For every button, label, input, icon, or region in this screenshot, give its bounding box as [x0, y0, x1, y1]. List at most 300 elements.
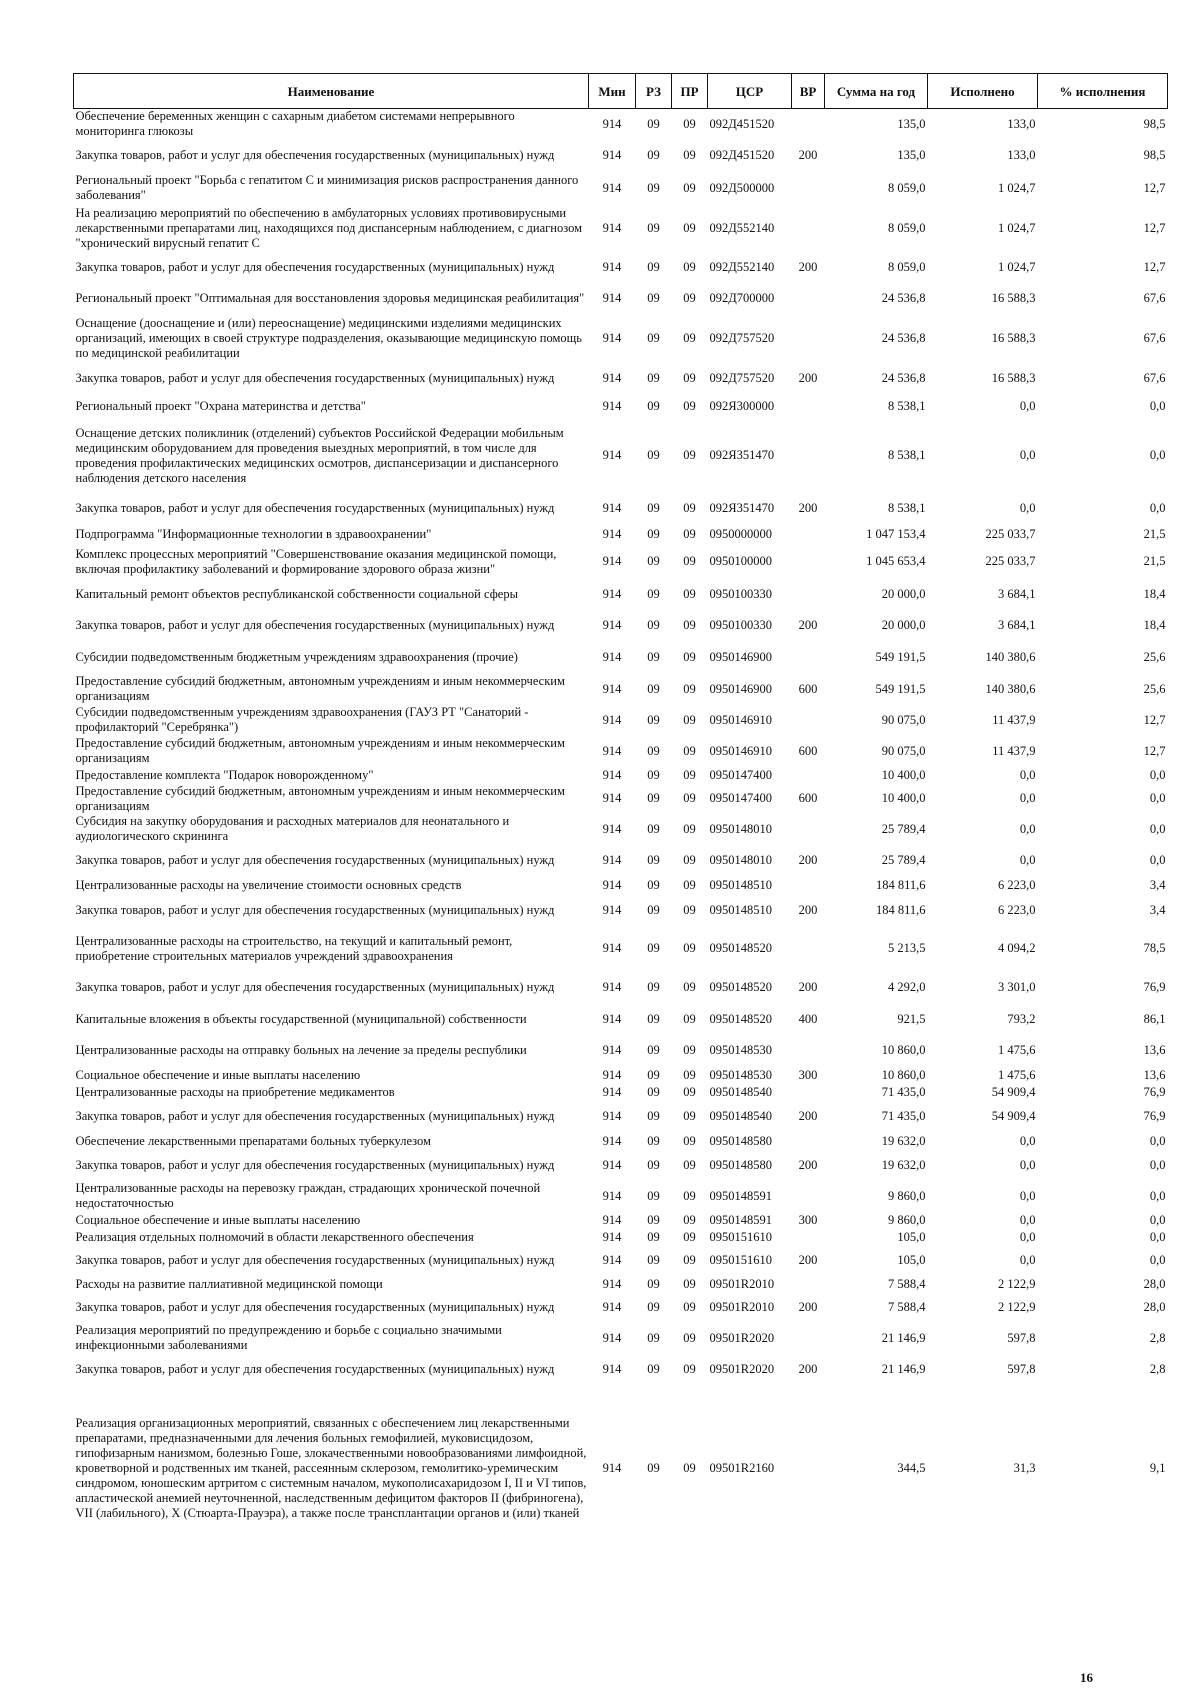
header-vr: ВР [792, 74, 825, 109]
cell-pr: 09 [683, 291, 696, 305]
table-row [74, 1150, 1168, 1181]
cell-pct: 12,7 [1143, 180, 1166, 195]
cell-pr: 09 [683, 370, 696, 385]
cell-pct: 13,6 [1143, 1067, 1166, 1082]
cell-csr: 0950151610 [709, 1229, 772, 1244]
cell-sum: 24 536,8 [881, 370, 926, 385]
cell-csr: 092Я351470 [709, 448, 775, 462]
cell-done: 1 475,6 [998, 1067, 1036, 1082]
cell-name: На реализацию мероприятий по обеспечению в амбулаторных условиях противовирусными лекарственными препаратами лиц, находящихся под диспансерным наблюдением, с диагнозом "хронический вирусный гепатит С [75, 206, 583, 250]
cell-pr: 09 [683, 1133, 696, 1148]
cell-rz: 09 [647, 1133, 660, 1148]
cell-sum: 7 588,4 [888, 1300, 926, 1314]
cell-rz: 09 [647, 1109, 660, 1123]
cell-csr: 09501R2020 [709, 1330, 775, 1345]
cell-name: Централизованные расходы на отправку больных на лечение за пределы республики [75, 1043, 527, 1057]
header-min: Мин [589, 74, 636, 109]
cell-min: 914 [602, 1084, 622, 1099]
cell-pct: 18,4 [1143, 618, 1166, 632]
cell-done: 0,0 [1019, 1253, 1036, 1267]
cell-pr: 09 [683, 1188, 696, 1203]
cell-name: Предоставление субсидий бюджетным, автономным учреждениям и иным некоммерческим организациям [75, 736, 565, 765]
cell-pr: 09 [683, 1109, 696, 1123]
cell-done: 140 380,6 [985, 681, 1036, 696]
cell-vr [792, 579, 825, 610]
cell-min: 914 [602, 877, 622, 892]
cell-rz: 09 [647, 1157, 660, 1172]
cell-done: 3 684,1 [998, 618, 1036, 632]
table-row [74, 1101, 1168, 1133]
cell-csr: 0950146910 [709, 743, 772, 758]
cell-name: Закупка товаров, работ и услуг для обеспечения государственных (муниципальных) нужд [75, 852, 555, 867]
cell-csr: 0950148591 [709, 1188, 772, 1203]
cell-rz: 09 [647, 526, 660, 541]
cell-name: Реализация мероприятий по предупреждению и борьбе с социально значимыми инфекционными заболеваниями [75, 1323, 502, 1352]
cell-done: 597,8 [1007, 1361, 1036, 1376]
cell-pct: 2,8 [1149, 1361, 1166, 1376]
cell-done: 1 024,7 [998, 180, 1036, 195]
cell-pr: 09 [683, 500, 696, 515]
cell-vr [792, 109, 825, 140]
cell-rz: 09 [647, 1188, 660, 1203]
cell-done: 6 223,0 [998, 902, 1036, 917]
cell-pct: 25,6 [1143, 681, 1166, 696]
cell-rz: 09 [647, 1067, 660, 1082]
cell-pct: 0,0 [1149, 821, 1166, 836]
cell-min: 914 [602, 1188, 622, 1203]
cell-pr: 09 [683, 1011, 696, 1026]
cell-sum: 71 435,0 [881, 1109, 926, 1123]
cell-rz: 09 [647, 980, 660, 994]
cell-pr: 09 [683, 1461, 696, 1475]
cell-min: 914 [602, 681, 622, 696]
cell-rz: 09 [647, 1229, 660, 1244]
cell-csr: 0950146900 [709, 681, 772, 696]
cell-rz: 09 [647, 1253, 660, 1267]
cell-pct: 67,6 [1143, 331, 1166, 345]
cell-min: 914 [602, 980, 622, 994]
cell-vr [792, 394, 825, 419]
cell-vr [792, 1133, 825, 1150]
cell-vr [792, 814, 825, 845]
cell-name: Закупка товаров, работ и услуг для обеспечения государственных (муниципальных) нужд [75, 370, 555, 385]
cell-rz: 09 [647, 500, 660, 515]
cell-pct: 0,0 [1149, 1157, 1166, 1172]
cell-min: 914 [602, 1300, 622, 1314]
cell-min: 914 [602, 1276, 622, 1291]
cell-name: Субсидии подведомственным бюджетным учреждениям здравоохранения (прочие) [75, 650, 518, 664]
cell-pct: 12,7 [1143, 712, 1166, 727]
cell-vr: 300 [798, 1212, 818, 1227]
cell-sum: 71 435,0 [881, 1084, 926, 1099]
cell-pr: 09 [683, 618, 696, 632]
cell-pct: 21,5 [1143, 554, 1166, 568]
cell-done: 54 909,4 [991, 1109, 1036, 1123]
cell-name: Региональный проект "Борьба с гепатитом С и минимизация рисков распространения данного заболевания" [75, 173, 579, 202]
table-row [74, 493, 1168, 524]
header-done: Исполнено [928, 74, 1038, 109]
cell-vr: 200 [798, 1157, 818, 1172]
cell-pr: 09 [683, 1229, 696, 1244]
cell-sum: 549 191,5 [875, 681, 926, 696]
cell-pr: 09 [683, 1300, 696, 1314]
cell-csr: 0950148580 [709, 1133, 772, 1148]
cell-sum: 24 536,8 [881, 291, 926, 305]
cell-sum: 184 811,6 [875, 902, 926, 917]
cell-sum: 21 146,9 [881, 1361, 926, 1376]
cell-min: 914 [602, 370, 622, 385]
cell-vr: 200 [798, 1361, 818, 1376]
cell-pr: 09 [683, 743, 696, 758]
cell-sum: 21 146,9 [881, 1330, 926, 1345]
table-row [74, 1354, 1168, 1385]
cell-csr: 0950000000 [709, 526, 772, 541]
cell-rz: 09 [647, 180, 660, 195]
cell-pct: 28,0 [1143, 1300, 1166, 1314]
cell-min: 914 [602, 1043, 622, 1057]
cell-vr [792, 926, 825, 972]
cell-pct: 78,5 [1143, 941, 1166, 955]
cell-vr [792, 1181, 825, 1212]
cell-min: 914 [602, 586, 622, 601]
cell-sum: 10 400,0 [881, 791, 926, 805]
cell-pct: 25,6 [1143, 650, 1166, 664]
cell-pct: 0,0 [1149, 791, 1166, 805]
cell-min: 914 [602, 650, 622, 664]
cell-sum: 8 059,0 [888, 180, 926, 195]
cell-pr: 09 [683, 221, 696, 235]
cell-done: 597,8 [1007, 1330, 1036, 1345]
cell-vr: 200 [798, 1109, 818, 1123]
cell-name: Расходы на развитие паллиативной медицинской помощи [75, 1276, 383, 1291]
cell-pct: 0,0 [1149, 1188, 1166, 1203]
cell-pr: 09 [683, 1253, 696, 1267]
table-row [74, 1229, 1168, 1246]
cell-rz: 09 [647, 331, 660, 345]
cell-pct: 0,0 [1149, 852, 1166, 867]
cell-min: 914 [602, 821, 622, 836]
cell-csr: 092Я351470 [709, 500, 775, 515]
cell-sum: 10 400,0 [881, 767, 926, 782]
cell-done: 0,0 [1019, 1229, 1036, 1244]
header-name: Наименование [74, 74, 589, 109]
cell-done: 0,0 [1019, 500, 1036, 515]
cell-vr [792, 1385, 825, 1553]
cell-done: 11 437,9 [992, 712, 1036, 727]
cell-sum: 10 860,0 [881, 1043, 926, 1057]
cell-done: 0,0 [1019, 398, 1036, 413]
cell-vr [792, 205, 825, 253]
cell-csr: 0950100330 [709, 586, 772, 601]
cell-vr [792, 545, 825, 579]
cell-done: 0,0 [1019, 791, 1036, 805]
cell-name: Субсидии подведомственным учреждениям здравоохранения (ГАУЗ РТ "Санаторий - профилакторий "Серебрянка") [75, 705, 529, 734]
cell-vr [792, 172, 825, 205]
cell-name: Централизованные расходы на приобретение медикаментов [75, 1084, 395, 1099]
cell-pr: 09 [683, 681, 696, 696]
cell-name: Закупка товаров, работ и услуг для обеспечения государственных (муниципальных) нужд [75, 1157, 555, 1172]
cell-sum: 344,5 [897, 1461, 926, 1475]
cell-name: Предоставление субсидий бюджетным, автономным учреждениям и иным некоммерческим организациям [75, 674, 565, 703]
cell-sum: 10 860,0 [881, 1067, 926, 1082]
cell-rz: 09 [647, 681, 660, 696]
cell-min: 914 [602, 331, 622, 345]
cell-min: 914 [602, 1253, 622, 1267]
cell-done: 0,0 [1019, 1212, 1036, 1227]
cell-sum: 90 075,0 [881, 743, 926, 758]
cell-name: Социальное обеспечение и иные выплаты населению [75, 1067, 361, 1082]
cell-pr: 09 [683, 1157, 696, 1172]
cell-name: Комплекс процессных мероприятий "Совершенствование оказания медицинской помощи, включая профилактику заболеваний и формирование здорового образа жизни" [75, 546, 557, 576]
cell-vr [792, 1323, 825, 1354]
cell-done: 793,2 [1007, 1011, 1036, 1026]
cell-pr: 09 [683, 941, 696, 955]
cell-pct: 0,0 [1149, 500, 1166, 515]
cell-done: 0,0 [1019, 1188, 1036, 1203]
table-row [74, 419, 1168, 493]
cell-rz: 09 [647, 941, 660, 955]
cell-done: 0,0 [1019, 1133, 1036, 1148]
cell-csr: 0950147400 [709, 791, 772, 805]
table-row [74, 895, 1168, 926]
cell-rz: 09 [647, 877, 660, 892]
table-row [74, 205, 1168, 253]
cell-done: 16 588,3 [991, 291, 1036, 305]
cell-min: 914 [602, 791, 622, 805]
cell-pct: 0,0 [1149, 1253, 1166, 1267]
cell-name: Оснащение детских поликлиник (отделений) субъектов Российской Федерации мобильным медицинским оборудованием для проведения выездных мероприятий, в том числе для проведения профилактических медицинских осмотров, диспансеризации и диспансерного наблюдения детского населения [75, 425, 564, 485]
cell-vr [792, 876, 825, 895]
cell-pr: 09 [683, 148, 696, 162]
cell-min: 914 [602, 1067, 622, 1082]
cell-name: Закупка товаров, работ и услуг для обеспечения государственных (муниципальных) нужд [75, 980, 555, 994]
cell-min: 914 [602, 1011, 622, 1026]
cell-rz: 09 [647, 712, 660, 727]
cell-min: 914 [602, 398, 622, 413]
cell-rz: 09 [647, 398, 660, 413]
cell-name: Реализация отдельных полномочий в области лекарственного обеспечения [75, 1229, 474, 1244]
cell-pct: 12,7 [1143, 260, 1166, 274]
cell-csr: 0950100330 [709, 618, 772, 632]
cell-pr: 09 [683, 116, 696, 131]
cell-rz: 09 [647, 743, 660, 758]
cell-pct: 67,6 [1143, 370, 1166, 385]
cell-done: 225 033,7 [985, 554, 1036, 568]
table-row [74, 610, 1168, 642]
cell-min: 914 [602, 1461, 622, 1475]
cell-csr: 0950148010 [709, 852, 772, 867]
cell-pct: 9,1 [1149, 1461, 1166, 1475]
cell-rz: 09 [647, 852, 660, 867]
table-row [74, 109, 1168, 140]
cell-rz: 09 [647, 1330, 660, 1345]
table-row [74, 172, 1168, 205]
cell-vr [792, 1276, 825, 1293]
cell-pct: 0,0 [1149, 1212, 1166, 1227]
cell-sum: 90 075,0 [881, 712, 926, 727]
cell-vr: 200 [798, 500, 818, 515]
table-row [74, 736, 1168, 767]
table-row [74, 524, 1168, 545]
cell-rz: 09 [647, 1043, 660, 1057]
cell-pct: 86,1 [1143, 1011, 1166, 1026]
cell-min: 914 [602, 116, 622, 131]
cell-pct: 12,7 [1143, 743, 1166, 758]
cell-min: 914 [602, 618, 622, 632]
cell-name: Закупка товаров, работ и услуг для обеспечения государственных (муниципальных) нужд [75, 902, 555, 917]
cell-sum: 7 588,4 [888, 1276, 926, 1291]
cell-min: 914 [602, 941, 622, 955]
header-csr: ЦСР [708, 74, 792, 109]
cell-min: 914 [602, 743, 622, 758]
cell-sum: 105,0 [897, 1229, 926, 1244]
table-row [74, 1385, 1168, 1553]
cell-done: 0,0 [1019, 821, 1036, 836]
header-pct: % исполнения [1038, 74, 1168, 109]
cell-done: 2 122,9 [998, 1300, 1036, 1314]
cell-done: 4 094,2 [998, 941, 1036, 955]
cell-min: 914 [602, 148, 622, 162]
header-pr: ПР [672, 74, 708, 109]
cell-done: 1 024,7 [998, 221, 1036, 235]
cell-pct: 0,0 [1149, 1133, 1166, 1148]
document-page [73, 73, 1167, 1553]
cell-vr: 200 [798, 852, 818, 867]
cell-pct: 28,0 [1143, 1276, 1166, 1291]
cell-rz: 09 [647, 554, 660, 568]
cell-sum: 1 047 153,4 [866, 526, 926, 541]
cell-csr: 092Д451520 [709, 116, 775, 131]
cell-min: 914 [602, 1229, 622, 1244]
cell-sum: 8 538,1 [888, 500, 926, 515]
cell-sum: 9 860,0 [888, 1212, 926, 1227]
cell-csr: 09501R2010 [709, 1300, 775, 1314]
cell-sum: 20 000,0 [881, 618, 926, 632]
cell-name: Централизованные расходы на увеличение стоимости основных средств [75, 877, 462, 892]
cell-name: Закупка товаров, работ и услуг для обеспечения государственных (муниципальных) нужд [75, 1109, 555, 1123]
cell-rz: 09 [647, 370, 660, 385]
cell-pr: 09 [683, 1212, 696, 1227]
cell-rz: 09 [647, 260, 660, 274]
cell-name: Централизованные расходы на перевозку граждан, страдающих хронической почечной недостаточностью [75, 1181, 541, 1210]
cell-rz: 09 [647, 291, 660, 305]
cell-vr [792, 283, 825, 315]
cell-pr: 09 [683, 180, 696, 195]
cell-rz: 09 [647, 650, 660, 664]
cell-vr: 200 [798, 1300, 818, 1314]
table-row [74, 1084, 1168, 1101]
cell-sum: 20 000,0 [881, 586, 926, 601]
table-row [74, 767, 1168, 784]
cell-name: Капитальные вложения в объекты государственной (муниципальной) собственности [75, 1011, 527, 1026]
cell-done: 54 909,4 [991, 1084, 1036, 1099]
cell-name: Региональный проект "Охрана материнства и детства" [75, 398, 366, 413]
cell-name: Социальное обеспечение и иные выплаты населению [75, 1212, 361, 1227]
cell-sum: 8 059,0 [888, 221, 926, 235]
table-row [74, 283, 1168, 315]
cell-csr: 0950147400 [709, 767, 772, 782]
cell-pr: 09 [683, 1043, 696, 1057]
cell-done: 0,0 [1019, 767, 1036, 782]
cell-done: 16 588,3 [991, 331, 1036, 345]
table-row [74, 972, 1168, 1004]
cell-vr [792, 642, 825, 674]
cell-pr: 09 [683, 650, 696, 664]
cell-csr: 092Д500000 [709, 180, 775, 195]
cell-done: 3 301,0 [998, 980, 1036, 994]
cell-done: 3 684,1 [998, 586, 1036, 601]
cell-csr: 092Д757520 [709, 370, 775, 385]
cell-vr [792, 524, 825, 545]
table-row [74, 1181, 1168, 1212]
cell-rz: 09 [647, 148, 660, 162]
cell-done: 16 588,3 [991, 370, 1036, 385]
cell-min: 914 [602, 1361, 622, 1376]
cell-rz: 09 [647, 1300, 660, 1314]
cell-min: 914 [602, 852, 622, 867]
table-row [74, 1035, 1168, 1067]
cell-sum: 184 811,6 [875, 877, 926, 892]
cell-min: 914 [602, 260, 622, 274]
cell-csr: 09501R2010 [709, 1276, 775, 1291]
cell-name: Закупка товаров, работ и услуг для обеспечения государственных (муниципальных) нужд [75, 1253, 555, 1267]
cell-done: 0,0 [1019, 852, 1036, 867]
cell-rz: 09 [647, 448, 660, 462]
cell-pr: 09 [683, 1067, 696, 1082]
cell-name: Предоставление комплекта "Подарок новорожденному" [75, 767, 374, 782]
table-row [74, 1323, 1168, 1354]
cell-sum: 5 213,5 [888, 941, 926, 955]
cell-sum: 24 536,8 [881, 331, 926, 345]
cell-vr: 200 [798, 618, 818, 632]
cell-name: Централизованные расходы на строительство, на текущий и капитальный ремонт, приобретение строительных материалов учреждений здравоохранения [75, 933, 513, 963]
cell-csr: 092Д757520 [709, 331, 775, 345]
table-row [74, 1067, 1168, 1084]
cell-sum: 19 632,0 [881, 1157, 926, 1172]
table-row [74, 1246, 1168, 1276]
table-row [74, 926, 1168, 972]
cell-done: 11 437,9 [992, 743, 1036, 758]
cell-pr: 09 [683, 554, 696, 568]
cell-pr: 09 [683, 586, 696, 601]
cell-name: Закупка товаров, работ и услуг для обеспечения государственных (муниципальных) нужд [75, 1361, 555, 1376]
cell-vr [792, 767, 825, 784]
cell-vr [792, 315, 825, 363]
table-row [74, 674, 1168, 705]
cell-sum: 8 059,0 [888, 260, 926, 274]
cell-min: 914 [602, 180, 622, 195]
cell-done: 31,3 [1013, 1461, 1036, 1475]
cell-pr: 09 [683, 821, 696, 836]
cell-done: 0,0 [1019, 448, 1036, 462]
table-row [74, 1276, 1168, 1293]
table-header-row [74, 74, 1168, 109]
cell-vr: 200 [798, 370, 818, 385]
cell-name: Закупка товаров, работ и услуг для обеспечения государственных (муниципальных) нужд [75, 618, 555, 632]
cell-vr: 200 [798, 902, 818, 917]
table-row [74, 1293, 1168, 1323]
cell-pr: 09 [683, 1361, 696, 1376]
cell-csr: 092Д700000 [709, 291, 775, 305]
cell-vr: 600 [798, 743, 818, 758]
cell-sum: 8 538,1 [888, 448, 926, 462]
cell-vr [792, 419, 825, 493]
cell-pct: 98,5 [1143, 148, 1166, 162]
cell-vr [792, 1084, 825, 1101]
cell-pr: 09 [683, 767, 696, 782]
cell-pct: 0,0 [1149, 398, 1166, 413]
cell-csr: 0950148530 [709, 1043, 772, 1057]
